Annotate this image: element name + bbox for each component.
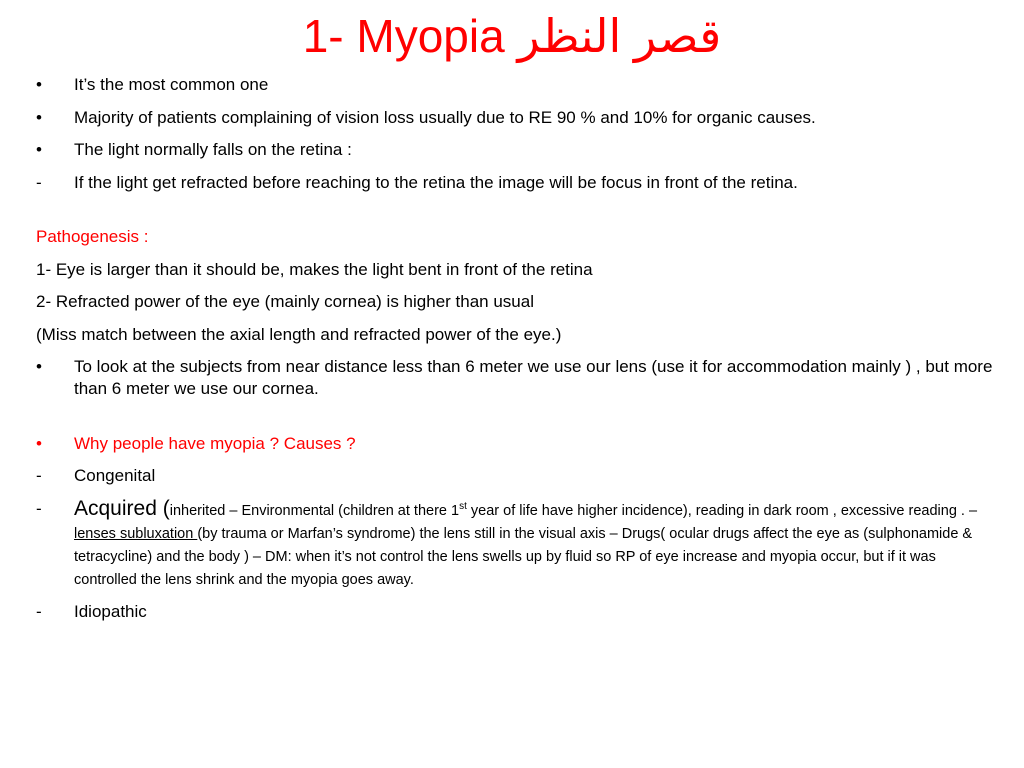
list-item — [36, 107, 996, 129]
list-item — [36, 465, 996, 487]
pathogenesis-line: (Miss match between the axial length and refracted power of the eye.) — [36, 324, 562, 344]
bullet-marker: • — [36, 140, 42, 159]
pathogenesis-line: 2- Refracted power of the eye (mainly cornea) is higher than usual — [36, 292, 534, 311]
slide-body — [36, 74, 996, 634]
spacer — [36, 204, 996, 226]
title-arabic: قصر النظر — [517, 10, 722, 62]
list-item-text: Congenital — [74, 466, 156, 485]
list-item — [36, 74, 996, 96]
acquired-text-3: (by trauma or Marfan’s syndrome) the lens still in the visual axis – Drugs( ocular drugs affect the eye as (sulphonamide & tetracycline) and the body ) – DM: when it’s not control the lens swells up by fluid so RP of eye increase and myopia occur, but if it was controlled the lens shrink and the myopia goes away. — [74, 525, 973, 588]
pathogenesis-heading: Pathogenesis : — [36, 227, 149, 246]
list-item-text: To look at the subjects from near distance less than 6 meter we use our lens (use it for accommodation mainly ) , but more than 6 meter we use our cornea. — [74, 357, 993, 398]
list-item — [36, 139, 996, 161]
spacer — [36, 411, 996, 433]
list-item-text: Majority of patients complaining of vision loss usually due to RE 90 % and 10% for organic causes. — [74, 107, 816, 127]
list-item-text: If the light get refracted before reaching to the retina the image will be focus in front of the retina. — [74, 172, 798, 192]
acquired-lead: Acquired ( — [74, 496, 170, 520]
pathogenesis-line: 1- Eye is larger than it should be, makes the light bent in front of the retina — [36, 259, 593, 279]
list-item — [36, 601, 996, 623]
slide-title — [0, 8, 1024, 64]
acquired-detail — [74, 500, 978, 588]
list-item-text: Idiopathic — [74, 602, 147, 621]
dash-marker: - — [36, 172, 42, 192]
bullet-marker: • — [36, 75, 42, 94]
title-prefix: 1- Myopia — [302, 10, 505, 62]
bullet-marker: • — [36, 107, 42, 127]
bullet-marker: • — [36, 433, 42, 453]
list-item-text: The light normally falls on the retina : — [74, 140, 352, 159]
lenses-subluxation-underlined: lenses subluxation — [74, 525, 198, 542]
acquired-text-2: year of life have higher incidence), reading in dark room , excessive reading . – — [466, 502, 978, 519]
causes-question-text: Why people have myopia ? Causes ? — [74, 433, 356, 453]
list-item — [36, 356, 996, 400]
dash-marker: - — [36, 602, 42, 621]
dash-marker: - — [36, 498, 42, 518]
bullet-marker: • — [36, 357, 42, 376]
dash-marker: - — [36, 466, 42, 485]
list-item — [36, 172, 996, 194]
acquired-item — [36, 498, 996, 591]
causes-question — [36, 433, 996, 455]
acquired-text-1: inherited – Environmental (children at there 1 — [169, 502, 460, 519]
superscript: st — [459, 500, 467, 512]
list-item-text: It’s the most common one — [74, 75, 269, 94]
